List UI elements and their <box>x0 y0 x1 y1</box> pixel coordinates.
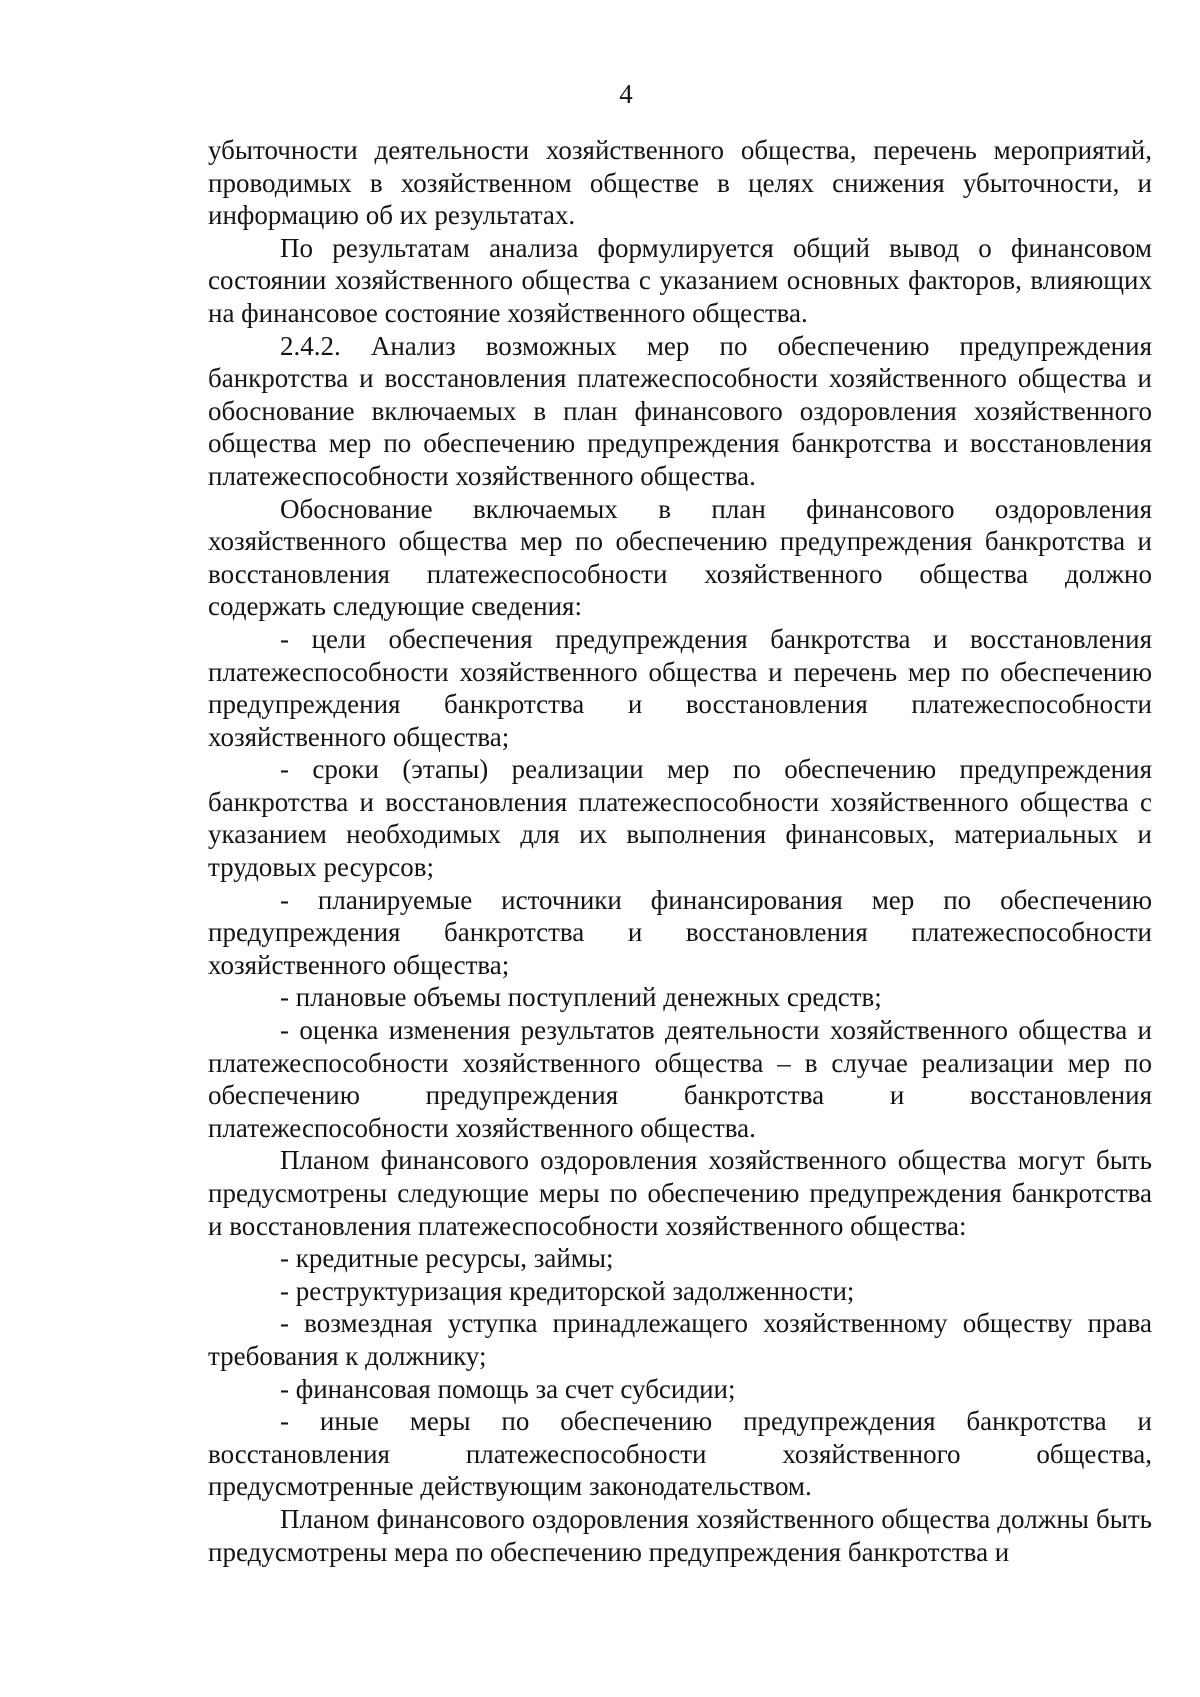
paragraph-section-2-4-2: 2.4.2. Анализ возможных мер по обеспечению предупреждения банкротства и восстановления платежеспособности хозяйственного общества и обоснование включаемых в план финансового оздоровления хозяйственного общества мер по обеспечению предупреждения банкротства и восстановления платежеспособности хозяйственного общества. <box>208 330 1152 491</box>
list-item-cash-receipts: - плановые объемы поступлений денежных средств; <box>280 982 882 1013</box>
list-item-goals: - цели обеспечения предупреждения банкротства и восстановления платежеспособности хозяйственного общества и перечень мер по обеспечению предупреждения банкротства и восстановления платежеспособности хозяйственного общества; <box>208 623 1152 752</box>
list-item-funding-sources: - планируемые источники финансирования мер по обеспечению предупреждения банкротства и восстановления платежеспособности хозяйственного общества; <box>208 884 1152 980</box>
list-item-credit: - кредитные ресурсы, займы; <box>280 1243 614 1274</box>
paragraph-plan-measures: Планом финансового оздоровления хозяйственного общества могут быть предусмотрены следующие меры по обеспечению предупреждения банкротства и восстановления платежеспособности хозяйственного общества: <box>208 1145 1152 1241</box>
list-item-restructuring: - реструктуризация кредиторской задолженности; <box>280 1275 855 1306</box>
list-item-assessment: - оценка изменения результатов деятельности хозяйственного общества и платежеспособности хозяйственного общества – в случае реализации мер по обеспечению предупреждения банкротства и восстановления платежеспособности хозяйственного общества. <box>208 1015 1152 1143</box>
list-item-assignment: - возмездная уступка принадлежащего хозяйственному обществу права требования к должнику; <box>208 1308 1152 1371</box>
paragraph-analysis-conclusion: По результатам анализа формулируется общий вывод о финансовом состоянии хозяйственного общества с указанием основных факторов, влияющих на финансовое состояние хозяйственного общества. <box>208 232 1152 328</box>
list-item-subsidy: - финансовая помощь за счет субсидии; <box>280 1373 736 1404</box>
list-item-other-measures: - иные меры по обеспечению предупреждения банкротства и восстановления платежеспособности хозяйственного общества, предусмотренные действующим законодательством. <box>208 1406 1152 1502</box>
list-item-deadlines: - сроки (этапы) реализации мер по обеспечению предупреждения банкротства и восстановления платежеспособности хозяйственного общества с указанием необходимых для их выполнения финансовых, материальных и трудовых ресурсов; <box>208 754 1152 883</box>
paragraph-plan-required: Планом финансового оздоровления хозяйственного общества должны быть предусмотрены мера по обеспечению предупреждения банкротства и <box>208 1503 1152 1567</box>
paragraph-justification: Обоснование включаемых в план финансового оздоровления хозяйственного общества мер по обеспечению предупреждения банкротства и восстановления платежеспособности хозяйственного общества должно содержать следующие сведения: <box>208 493 1152 622</box>
page-number: 4 <box>619 79 633 109</box>
paragraph-continuation: убыточности деятельности хозяйственного общества, перечень мероприятий, проводимых в хозяйственном обществе в целях снижения убыточности, и информацию об их результатах. <box>208 135 1152 231</box>
document-body <box>208 134 1152 1568</box>
